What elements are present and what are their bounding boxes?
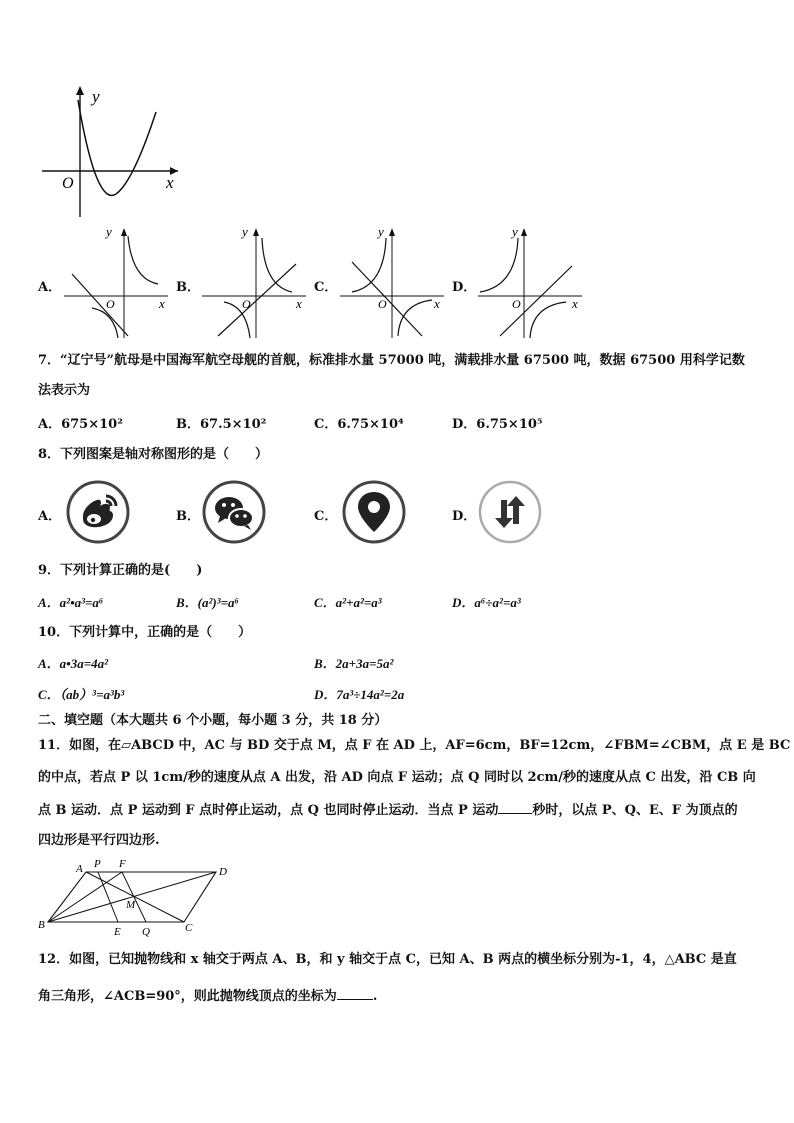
location-pin-icon[interactable] [342,480,406,544]
q6-option-c-graph[interactable] [338,224,448,340]
segment-bf [48,872,122,922]
q7-stem-line1: 7．“辽宁号”航母是中国海军航空母舰的首舰，标准排水量 57000 吨，满载排水量 67500 吨，数据 67500 用科学记数 [38,353,745,368]
svg-text:O: O [242,297,251,311]
svg-text:x: x [159,296,165,311]
svg-text:O: O [512,297,521,311]
q6-option-c-letter[interactable]: C． [314,280,338,295]
svg-text:Q: Q [142,926,150,938]
q6-option-a-graph[interactable] [62,224,172,340]
q11-line3-after-blank: 秒时，以点 P、Q、E、F 为顶点的 [532,803,738,818]
q11-answer-blank[interactable] [498,801,532,814]
svg-text:F: F [119,858,126,870]
q7-option-c[interactable]: C．6.75×10⁴ [314,417,404,432]
segment-pe [98,872,118,922]
q6-option-d-graph[interactable] [476,224,586,340]
up-down-arrows-icon[interactable] [478,480,542,544]
q6-option-a-letter[interactable]: A． [38,280,62,295]
svg-text:C: C [185,922,193,934]
q9-stem: 9．下列计算正确的是( ) [38,563,203,578]
q9-option-d[interactable]: D．a⁶÷a²=a³ [452,595,521,610]
svg-text:O: O [106,297,115,311]
svg-text:O: O [378,297,387,311]
svg-text:P: P [94,858,101,870]
q11-line3-before-blank: 点 B 运动．点 P 运动到 F 点时停止运动，点 Q 也同时停止运动．当点 P 运动 [38,803,499,818]
svg-text:y: y [378,224,384,239]
q7-option-a[interactable]: A．675×10² [38,417,123,432]
q11-line3 [38,801,738,820]
q10-option-a[interactable]: A．a•3a=4a² [38,656,109,671]
q7-stem-line2: 法表示为 [38,383,91,398]
q10-option-d[interactable]: D．7a³÷14a²=2a [314,687,405,702]
svg-text:x: x [572,296,578,311]
section-2-heading: 二、填空题（本大题共 6 个小题，每小题 3 分，共 18 分） [38,713,388,728]
svg-text:y: y [106,224,112,239]
q11-line1: 11．如图，在▱ABCD 中，AC 与 BD 交于点 M，点 F 在 AD 上，AF=6cm，BF=12cm，∠FBM=∠CBM，点 E 是 BC [38,738,791,753]
svg-text:y: y [512,224,518,239]
x-label: x [166,173,174,192]
weibo-icon[interactable] [66,480,130,544]
segment-fq [122,872,146,922]
y-label: y [92,87,100,106]
q6-option-b-letter[interactable]: B． [176,280,200,295]
svg-text:D: D [219,866,227,878]
q10-option-b[interactable]: B．2a+3a=5a² [314,656,394,671]
diagonal-bd [48,872,216,922]
q12-line1: 12．如图，已知抛物线和 x 轴交于两点 A、B，和 y 轴交于点 C，已知 A、B 两点的横坐标分别为-1，4，△ABC 是直 [38,952,737,967]
wechat-icon[interactable] [202,480,266,544]
q8-option-c-letter[interactable]: C． [314,509,338,524]
parabola-curve [78,100,156,195]
q7-option-b[interactable]: B．67.5×10² [176,417,267,432]
q12-line2-after-blank: . [372,989,378,1004]
q6-parabola-graph [38,82,188,222]
q10-stem: 10．下列计算中，正确的是（ ） [38,625,252,640]
q7-option-d[interactable]: D．6.75×10⁵ [452,417,543,432]
q12-answer-blank[interactable] [337,987,373,1000]
y-axis-arrow [76,86,84,95]
q12-line2 [38,987,377,1006]
q11-parallelogram-figure [36,856,236,938]
svg-text:x: x [296,296,302,311]
q6-option-d-letter[interactable]: D． [452,280,477,295]
q11-line2: 的中点，若点 P 以 1cm/秒的速度从点 A 出发，沿 AD 向点 F 运动；点 Q 同时以 2cm/秒的速度从点 C 出发，沿 CB 向 [38,770,756,785]
svg-text:A: A [76,863,83,875]
q12-line2-before-blank: 角三角形，∠ACB=90°，则此抛物线顶点的坐标为 [38,989,337,1004]
svg-text:B: B [38,919,45,931]
q8-option-b-letter[interactable]: B． [176,509,200,524]
q8-option-d-letter[interactable]: D． [452,509,477,524]
q10-option-c[interactable]: C．（ab）³=a³b³ [38,687,125,702]
svg-text:M: M [126,899,136,911]
q9-option-b[interactable]: B．(a²)³=a⁶ [176,595,240,610]
q8-option-a-letter[interactable]: A． [38,509,62,524]
svg-text:y: y [242,224,248,239]
svg-text:E: E [114,926,121,938]
q9-option-a[interactable]: A．a²•a³=a⁶ [38,595,104,610]
q8-stem: 8．下列图案是轴对称图形的是（ ） [38,447,269,462]
q11-line4: 四边形是平行四边形. [38,833,160,848]
origin-label: O [62,175,74,192]
q6-option-b-graph[interactable] [200,224,310,340]
q9-option-c[interactable]: C．a²+a²=a³ [314,595,382,610]
svg-text:x: x [434,296,440,311]
